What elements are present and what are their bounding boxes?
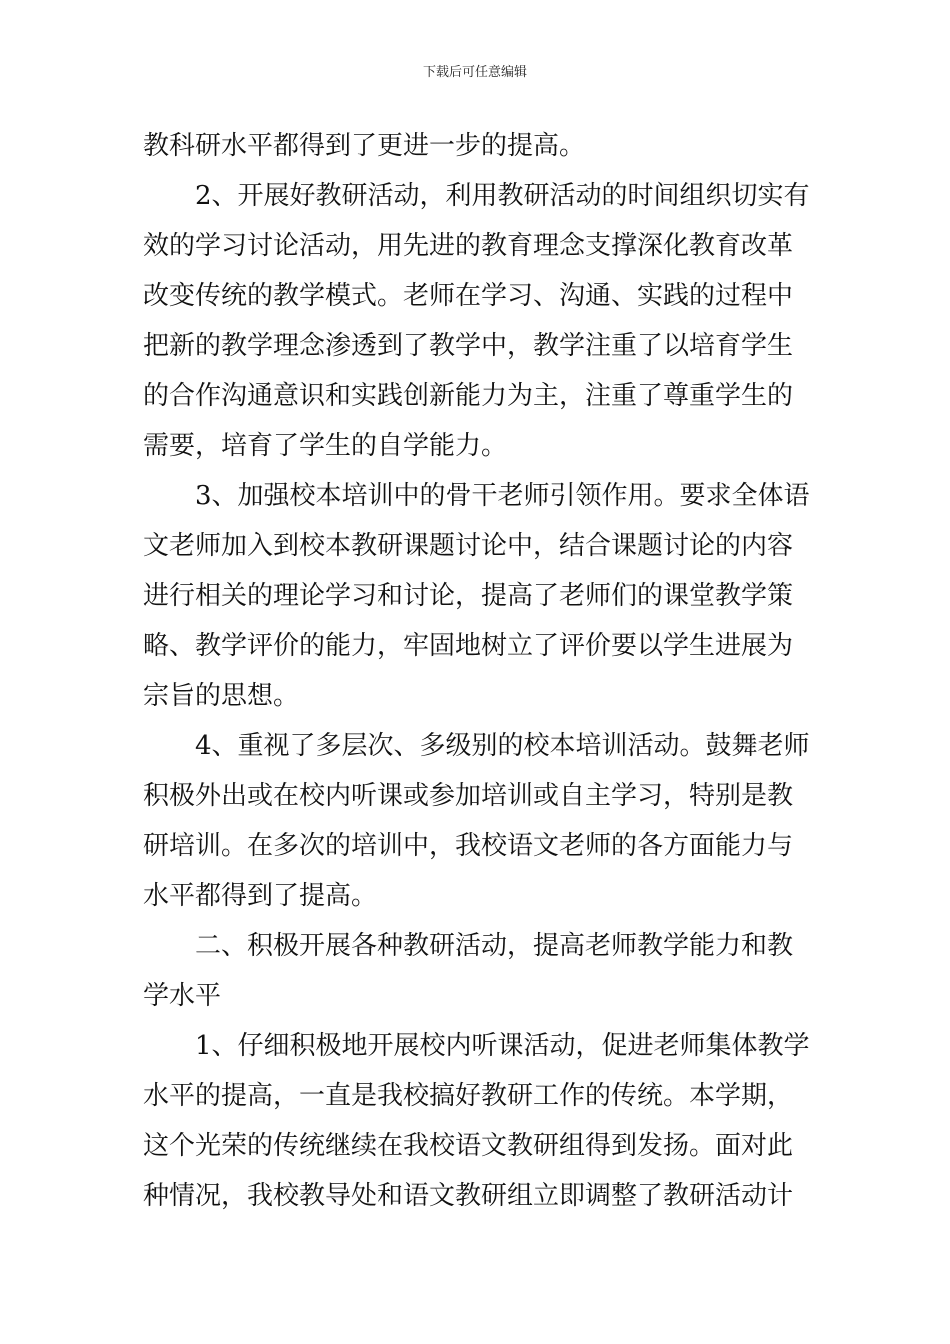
text-line: 需要，培育了学生的自学能力。: [143, 431, 508, 461]
text-line: 改变传统的教学模式。老师在学习、沟通、实践的过程中: [143, 281, 794, 311]
text-line: 效的学习讨论活动，用先进的教育理念支撑深化教育改革: [143, 231, 794, 261]
text-line: 教科研水平都得到了更进一步的提高。: [143, 131, 586, 161]
text-line: 学水平: [143, 981, 222, 1011]
text-line: 水平的提高，一直是我校搞好教研工作的传统。本学期，: [143, 1081, 794, 1111]
text-line: 水平都得到了提高。: [143, 881, 378, 911]
text-line: 文老师加入到校本教研课题讨论中，结合课题讨论的内容: [143, 531, 794, 561]
page-header: 下载后可任意编辑: [422, 65, 527, 80]
text-line: 略、教学评价的能力，牢固地树立了评价要以学生进展为: [143, 631, 794, 661]
text-line: 的合作沟通意识和实践创新能力为主，注重了尊重学生的: [143, 381, 794, 411]
text-line: 3、加强校本培训中的骨干老师引领作用。要求全体语: [195, 481, 810, 511]
text-line: 进行相关的理论学习和讨论，提高了老师们的课堂教学策: [143, 581, 794, 611]
text-line: 1、仔细积极地开展校内听课活动，促进老师集体教学: [195, 1031, 810, 1061]
text-line: 2、开展好教研活动，利用教研活动的时间组织切实有: [195, 181, 810, 211]
text-line: 研培训。在多次的培训中，我校语文老师的各方面能力与: [143, 831, 794, 861]
text-line: 宗旨的思想。: [143, 681, 300, 711]
text-line: 积极外出或在校内听课或参加培训或自主学习，特别是教: [143, 781, 794, 811]
text-line: 种情况，我校教导处和语文教研组立即调整了教研活动计: [143, 1181, 794, 1211]
document-body: [143, 121, 813, 1221]
text-line: 这个光荣的传统继续在我校语文教研组得到发扬。面对此: [143, 1131, 794, 1161]
text-line: 4、重视了多层次、多级别的校本培训活动。鼓舞老师: [195, 731, 810, 761]
text-line: 把新的教学理念渗透到了教学中，教学注重了以培育学生: [143, 331, 794, 361]
text-line: 二、积极开展各种教研活动，提高老师教学能力和教: [195, 931, 794, 961]
